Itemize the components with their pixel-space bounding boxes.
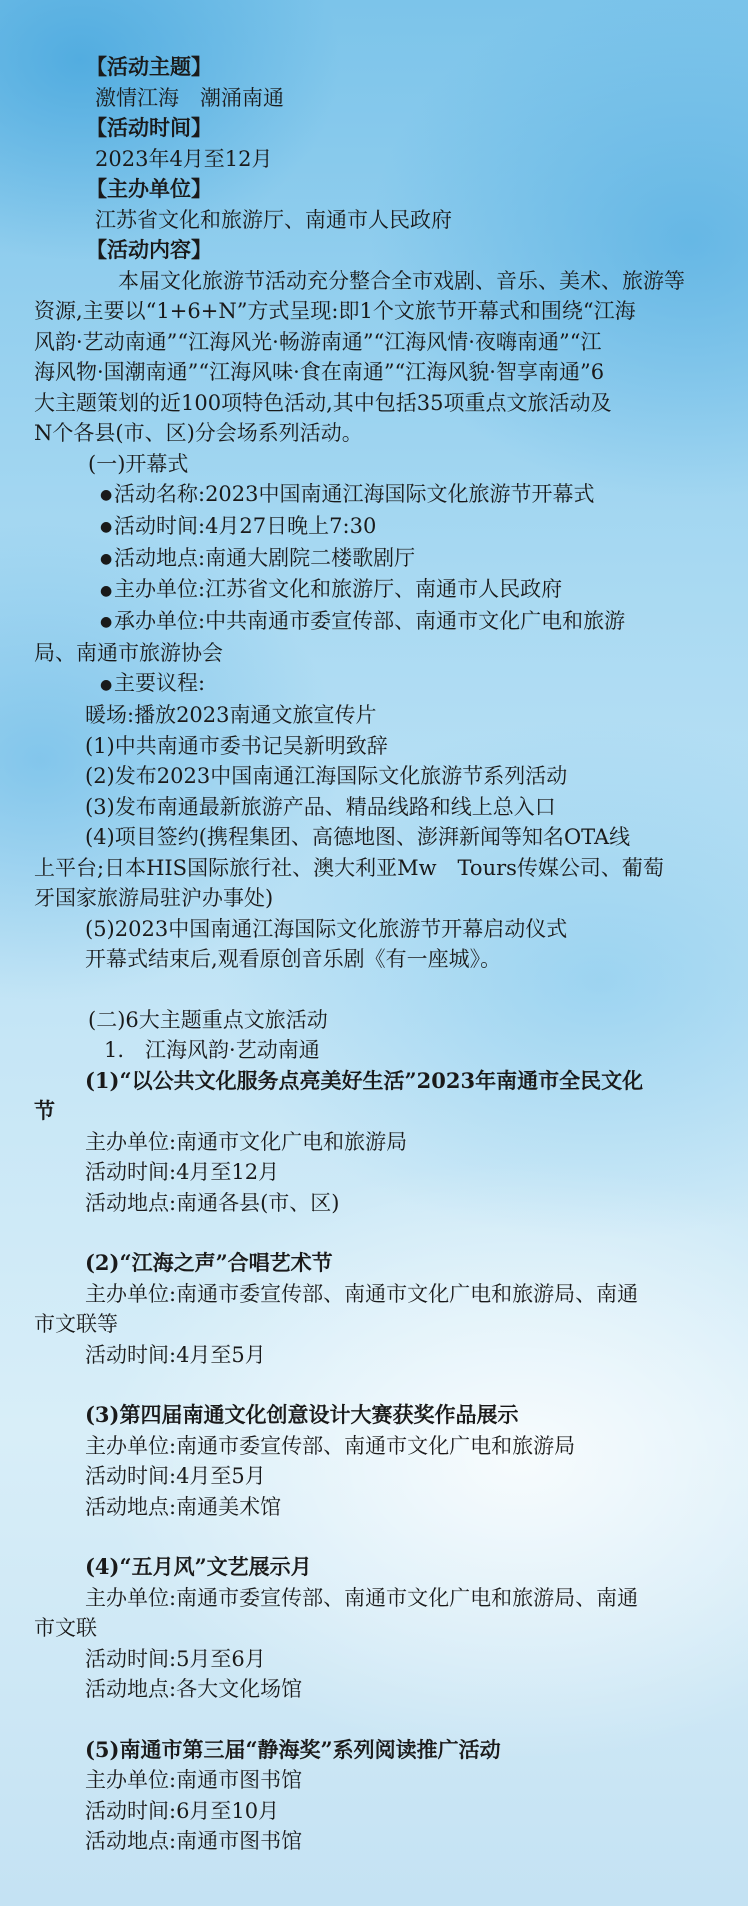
bullet-icon: ● xyxy=(100,614,113,631)
intro-paragraph xyxy=(0,266,748,449)
intro-line: 海风物·国潮南通”“江海风味·食在南通”“江海风貌·智享南通”6 xyxy=(34,360,605,384)
event-place: 活动地点:南通各县(市、区) xyxy=(85,1190,340,1215)
bullet-icon: ● xyxy=(100,582,113,599)
organizer-continued: 局、南通市旅游协会 xyxy=(34,640,223,665)
list-item: ●活动名称:2023中国南通江海国际文化旅游节开幕式 xyxy=(0,479,748,511)
event-title: (4)“五月风”文艺展示月 xyxy=(85,1554,312,1579)
event-1 xyxy=(0,1066,748,1219)
event-host: 主办单位:南通市委宣传部、南通市文化广电和旅游局 xyxy=(85,1433,576,1458)
intro-line: N个各县(市、区)分会场系列活动。 xyxy=(34,421,363,445)
bullet-icon: ● xyxy=(100,487,113,504)
list-item: ●主要议程: xyxy=(0,668,748,700)
agenda-item: (1)中共南通市委书记吴新明致辞 xyxy=(85,733,388,758)
event-time: 活动时间:4月至5月 xyxy=(85,1464,266,1488)
agenda-item: (3)发布南通最新旅游产品、精品线路和线上总入口 xyxy=(85,794,556,819)
opening-section xyxy=(0,449,748,975)
intro-line: 大主题策划的近100项特色活动,其中包括35项重点文旅活动及 xyxy=(34,390,612,415)
time-label: 【活动时间】 xyxy=(86,115,212,140)
list-item: ●活动时间:4月27日晚上7:30 xyxy=(0,511,748,543)
event-2 xyxy=(0,1248,748,1370)
event-place: 活动地点:南通美术馆 xyxy=(85,1494,282,1519)
themes-heading: (二)6大主题重点文旅活动 xyxy=(88,1007,328,1032)
event-time: 活动时间:4月至5月 xyxy=(85,1342,266,1367)
event-time: 活动时间:4月至12月 xyxy=(85,1160,280,1184)
list-item: ●承办单位:中共南通市委宣传部、南通市文化广电和旅游 xyxy=(0,606,748,638)
agenda-item: (5)2023中国南通江海国际文化旅游节开幕启动仪式 xyxy=(85,916,568,941)
event-time: 活动时间:6月至10月 xyxy=(85,1798,280,1823)
sub-heading: 1. 江海风韵·艺动南通 xyxy=(104,1038,320,1062)
host-label: 【主办单位】 xyxy=(86,176,212,201)
event-title: (2)“江海之声”合唱艺术节 xyxy=(85,1250,333,1275)
theme-value: 激情江海 潮涌南通 xyxy=(95,85,284,110)
agenda-item: (2)发布2023中国南通江海国际文化旅游节系列活动 xyxy=(85,764,568,788)
event-time: 活动时间:5月至6月 xyxy=(85,1646,266,1671)
event-host: 主办单位:南通市委宣传部、南通市文化广电和旅游局、南通 xyxy=(85,1585,639,1610)
list-item: ●主办单位:江苏省文化和旅游厅、南通市人民政府 xyxy=(0,574,748,606)
agenda-after: 开幕式结束后,观看原创音乐剧《有一座城》。 xyxy=(85,947,502,971)
event-host: 主办单位:南通市文化广电和旅游局 xyxy=(85,1129,408,1154)
spacer xyxy=(0,975,748,1005)
agenda-item: 暖场:播放2023南通文旅宣传片 xyxy=(85,703,377,727)
agenda-item-continued: 上平台;日本HIS国际旅行社、澳大利亚Mw Tours传媒公司、葡萄 xyxy=(34,855,664,880)
event-title: (1)“以公共文化服务点亮美好生活”2023年南通市全民文化 xyxy=(85,1067,644,1093)
spacer xyxy=(0,1370,748,1400)
theme-label: 【活动主题】 xyxy=(86,54,212,79)
bullet-icon: ● xyxy=(100,676,113,693)
host-value: 江苏省文化和旅游厅、南通市人民政府 xyxy=(95,207,452,232)
event-4 xyxy=(0,1552,748,1705)
intro-line: 风韵·艺动南通”“江海风光·畅游南通”“江海风情·夜嗨南通”“江 xyxy=(34,329,602,354)
agenda-item-continued: 牙国家旅游局驻沪办事处) xyxy=(34,886,274,910)
event-3 xyxy=(0,1400,748,1522)
content-label: 【活动内容】 xyxy=(86,237,212,262)
event-title-continued: 节 xyxy=(34,1098,55,1123)
event-place: 活动地点:各大文化场馆 xyxy=(85,1677,303,1701)
themes-section xyxy=(0,1005,748,1857)
time-value: 2023年4月至12月 xyxy=(95,146,273,171)
bullet-icon: ● xyxy=(100,550,113,567)
spacer xyxy=(0,1522,748,1552)
intro-line: 资源,主要以“1+6+N”方式呈现:即1个文旅节开幕式和围绕“江海 xyxy=(34,299,636,323)
spacer xyxy=(0,1705,748,1735)
event-place: 活动地点:南通市图书馆 xyxy=(85,1829,303,1853)
agenda-item: (4)项目签约(携程集团、高德地图、澎湃新闻等知名OTA线 xyxy=(85,825,631,849)
list-item: ●活动地点:南通大剧院二楼歌剧厅 xyxy=(0,543,748,575)
event-host: 主办单位:南通市委宣传部、南通市文化广电和旅游局、南通 xyxy=(85,1281,639,1306)
event-title: (5)南通市第三届“静海奖”系列阅读推广活动 xyxy=(85,1736,501,1762)
intro-line: 本届文化旅游节活动充分整合全市戏剧、音乐、美术、旅游等 xyxy=(118,268,685,293)
event-title: (3)第四届南通文化创意设计大赛获奖作品展示 xyxy=(85,1402,519,1427)
event-host-continued: 市文联等 xyxy=(34,1312,118,1336)
spacer xyxy=(0,1218,748,1248)
event-host: 主办单位:南通市图书馆 xyxy=(85,1768,303,1792)
event-5 xyxy=(0,1735,748,1857)
opening-heading: (一)开幕式 xyxy=(88,451,189,476)
event-host-continued: 市文联 xyxy=(34,1616,97,1640)
bullet-icon: ● xyxy=(100,519,113,535)
